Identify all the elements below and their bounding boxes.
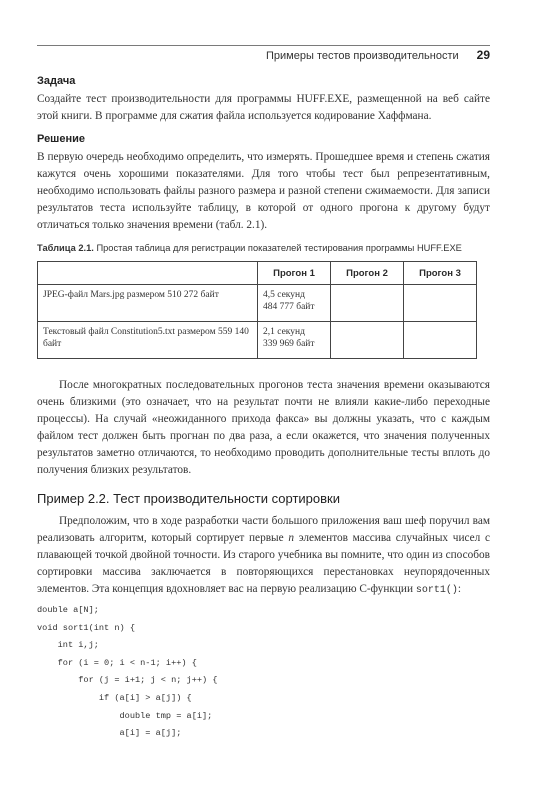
- table-caption-label: Таблица 2.1.: [37, 243, 94, 253]
- table-header-row: [38, 262, 477, 285]
- code-line: a[i] = a[j];: [37, 728, 182, 739]
- code-listing: [37, 602, 490, 743]
- table-cell-run3: [404, 322, 477, 359]
- run1-size: 484 777 байт: [263, 302, 315, 312]
- example-heading: Пример 2.2. Тест производительности сортировки: [37, 491, 340, 506]
- table-cell-run2: [331, 322, 404, 359]
- page-number: 29: [476, 48, 490, 62]
- run1-time: 2,1 секунд: [263, 327, 305, 337]
- function-name: sort1(): [415, 585, 458, 596]
- table-cell-run1: [258, 322, 331, 359]
- code-line: double tmp = a[i];: [37, 710, 213, 721]
- example-text-start: Предположим, что в ходе разработки части большого приложения ваш шеф поручил вам реализовать алгоритм, который сортирует первые: [37, 515, 490, 544]
- header-divider: [37, 45, 490, 46]
- table-caption-text: Простая таблица для регистрации показателей тестирования программы HUFF.EXE: [96, 243, 462, 253]
- results-paragraph: После многократных последовательных прогонов теста значения времени оказываются очень близкими (это означает, что на результат почти не влияли какие-либо переходные процессы). На случай «неожиданного прихода факса» вы должны указать, что с каждым файлом тест должен быть прогнан по два раза, а если окажется, что значения полученных результатов заметно отличаются, то необходимо проводить дополнительные тесты вплоть до получения близких результатов.: [37, 379, 490, 476]
- code-line: void sort1(int n) {: [37, 622, 135, 633]
- code-line: for (i = 0; i < n-1; i++) {: [37, 657, 197, 668]
- table-cell-run2: [331, 285, 404, 322]
- variable-n: n: [288, 532, 295, 544]
- table-cell-run3: [404, 285, 477, 322]
- results-table: [37, 261, 477, 359]
- table-header-run2: Прогон 2: [331, 262, 404, 285]
- table-row: [38, 322, 477, 359]
- code-line: int i,j;: [37, 640, 99, 651]
- example-text-middle: элементов массива случайных чисел с плавающей точкой двойной точности. Из старого учебника вы помните, что один из способов сортировки массива заключается в повторяющихся перестановках неупорядоченных элементов. Эта концепция вдохновляет вас на первую реализацию С-функции: [37, 532, 490, 595]
- table-header-run3: Прогон 3: [404, 262, 477, 285]
- code-line: double a[N];: [37, 605, 99, 615]
- task-heading: Задача: [37, 75, 76, 87]
- example-paragraph: [37, 513, 490, 599]
- table-caption: [37, 243, 490, 253]
- task-paragraph: Создайте тест производительности для программы HUFF.EXE, размещенной на веб сайте этой книги. В программе для сжатия файла используется кодирование Хаффмана.: [37, 93, 490, 122]
- code-line: for (j = i+1; j < n; j++) {: [37, 675, 218, 686]
- table-cell-run1: [258, 285, 331, 322]
- example-text-end: :: [457, 583, 461, 595]
- run1-time: 4,5 секунд: [263, 290, 305, 300]
- running-header: [37, 45, 490, 66]
- table-header-file: [38, 262, 258, 285]
- table-header-run1: Прогон 1: [258, 262, 331, 285]
- table-row: [38, 285, 477, 322]
- table-cell-file: Текстовый файл Constitution5.txt размером 559 140 байт: [38, 322, 258, 359]
- code-line: if (a[i] > a[j]) {: [37, 692, 192, 703]
- page-content: [37, 74, 490, 743]
- running-header-title: Примеры тестов производительности: [266, 50, 459, 62]
- table-cell-file: JPEG-файл Mars.jpg размером 510 272 байт: [38, 285, 258, 322]
- solution-paragraph: В первую очередь необходимо определить, что измерять. Прошедшее время и степень сжатия кажутся очень хорошими показателями. Для того чтобы тест был репрезентативным, необходимо использовать файлы разного размера и разной степени сжимаемости. Для записи результатов теста используйте таблицу, в которой от одного прогона к другому будут отличаться только значения времени (табл. 2.1).: [37, 151, 490, 231]
- solution-heading: Решение: [37, 133, 85, 145]
- run1-size: 339 969 байт: [263, 339, 315, 349]
